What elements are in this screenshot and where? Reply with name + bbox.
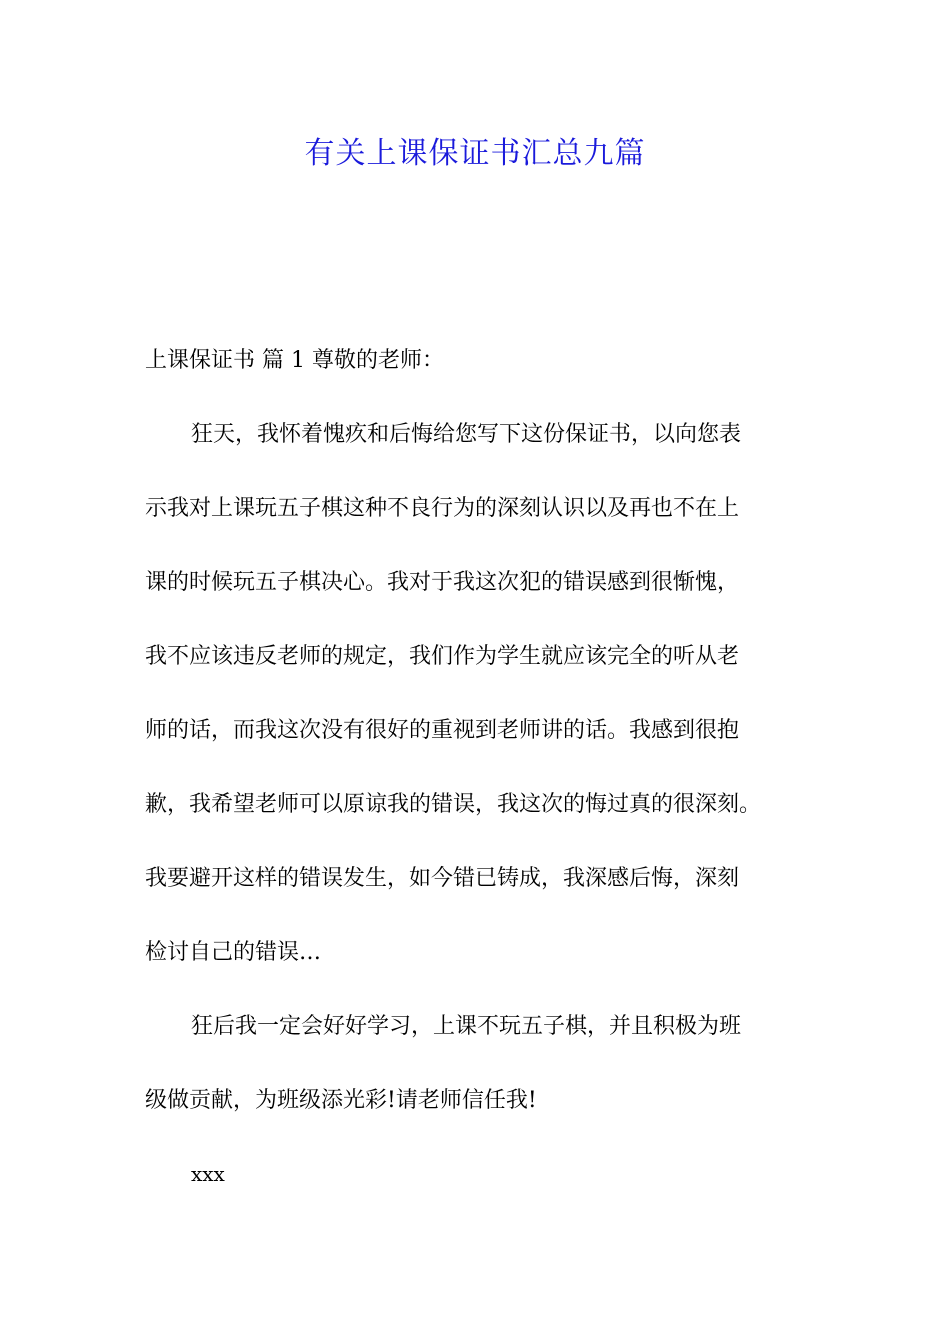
section-heading: 上课保证书 篇 1 尊敬的老师： [145,348,444,373]
paragraph-line: 检讨自己的错误… [145,940,322,965]
paragraph-1 [145,410,815,977]
paragraph-line: 课的时候玩五子棋决心。我对于我这次犯的错误感到很惭愧， [145,570,740,595]
paragraph-line: 我不应该违反老师的规定，我们作为学生就应该完全的听从老 [145,644,740,669]
paragraph-line: 示我对上课玩五子棋这种不良行为的深刻认识以及再也不在上 [145,496,740,521]
paragraph-line: 师的话，而我这次没有很好的重视到老师讲的话。我感到很抱 [145,718,740,743]
document-body [145,336,815,1224]
paragraph-line: 狂天，我怀着愧疚和后悔给您写下这份保证书，以向您表 [191,422,742,447]
paragraph-2 [145,1002,815,1125]
paragraph-line: 狂后我一定会好好学习，上课不玩五子棋，并且积极为班 [191,1014,742,1039]
signature: xxx [191,1162,225,1186]
paragraph-line: 歉，我希望老师可以原谅我的错误，我这次的悔过真的很深刻。 [145,792,762,817]
paragraph-line: 我要避开这样的错误发生，如今错已铸成，我深感后悔，深刻 [145,866,740,891]
document-title: 有关上课保证书汇总九篇 [304,136,646,171]
paragraph-line: 级做贡献，为班级添光彩!请老师信任我! [145,1088,537,1113]
